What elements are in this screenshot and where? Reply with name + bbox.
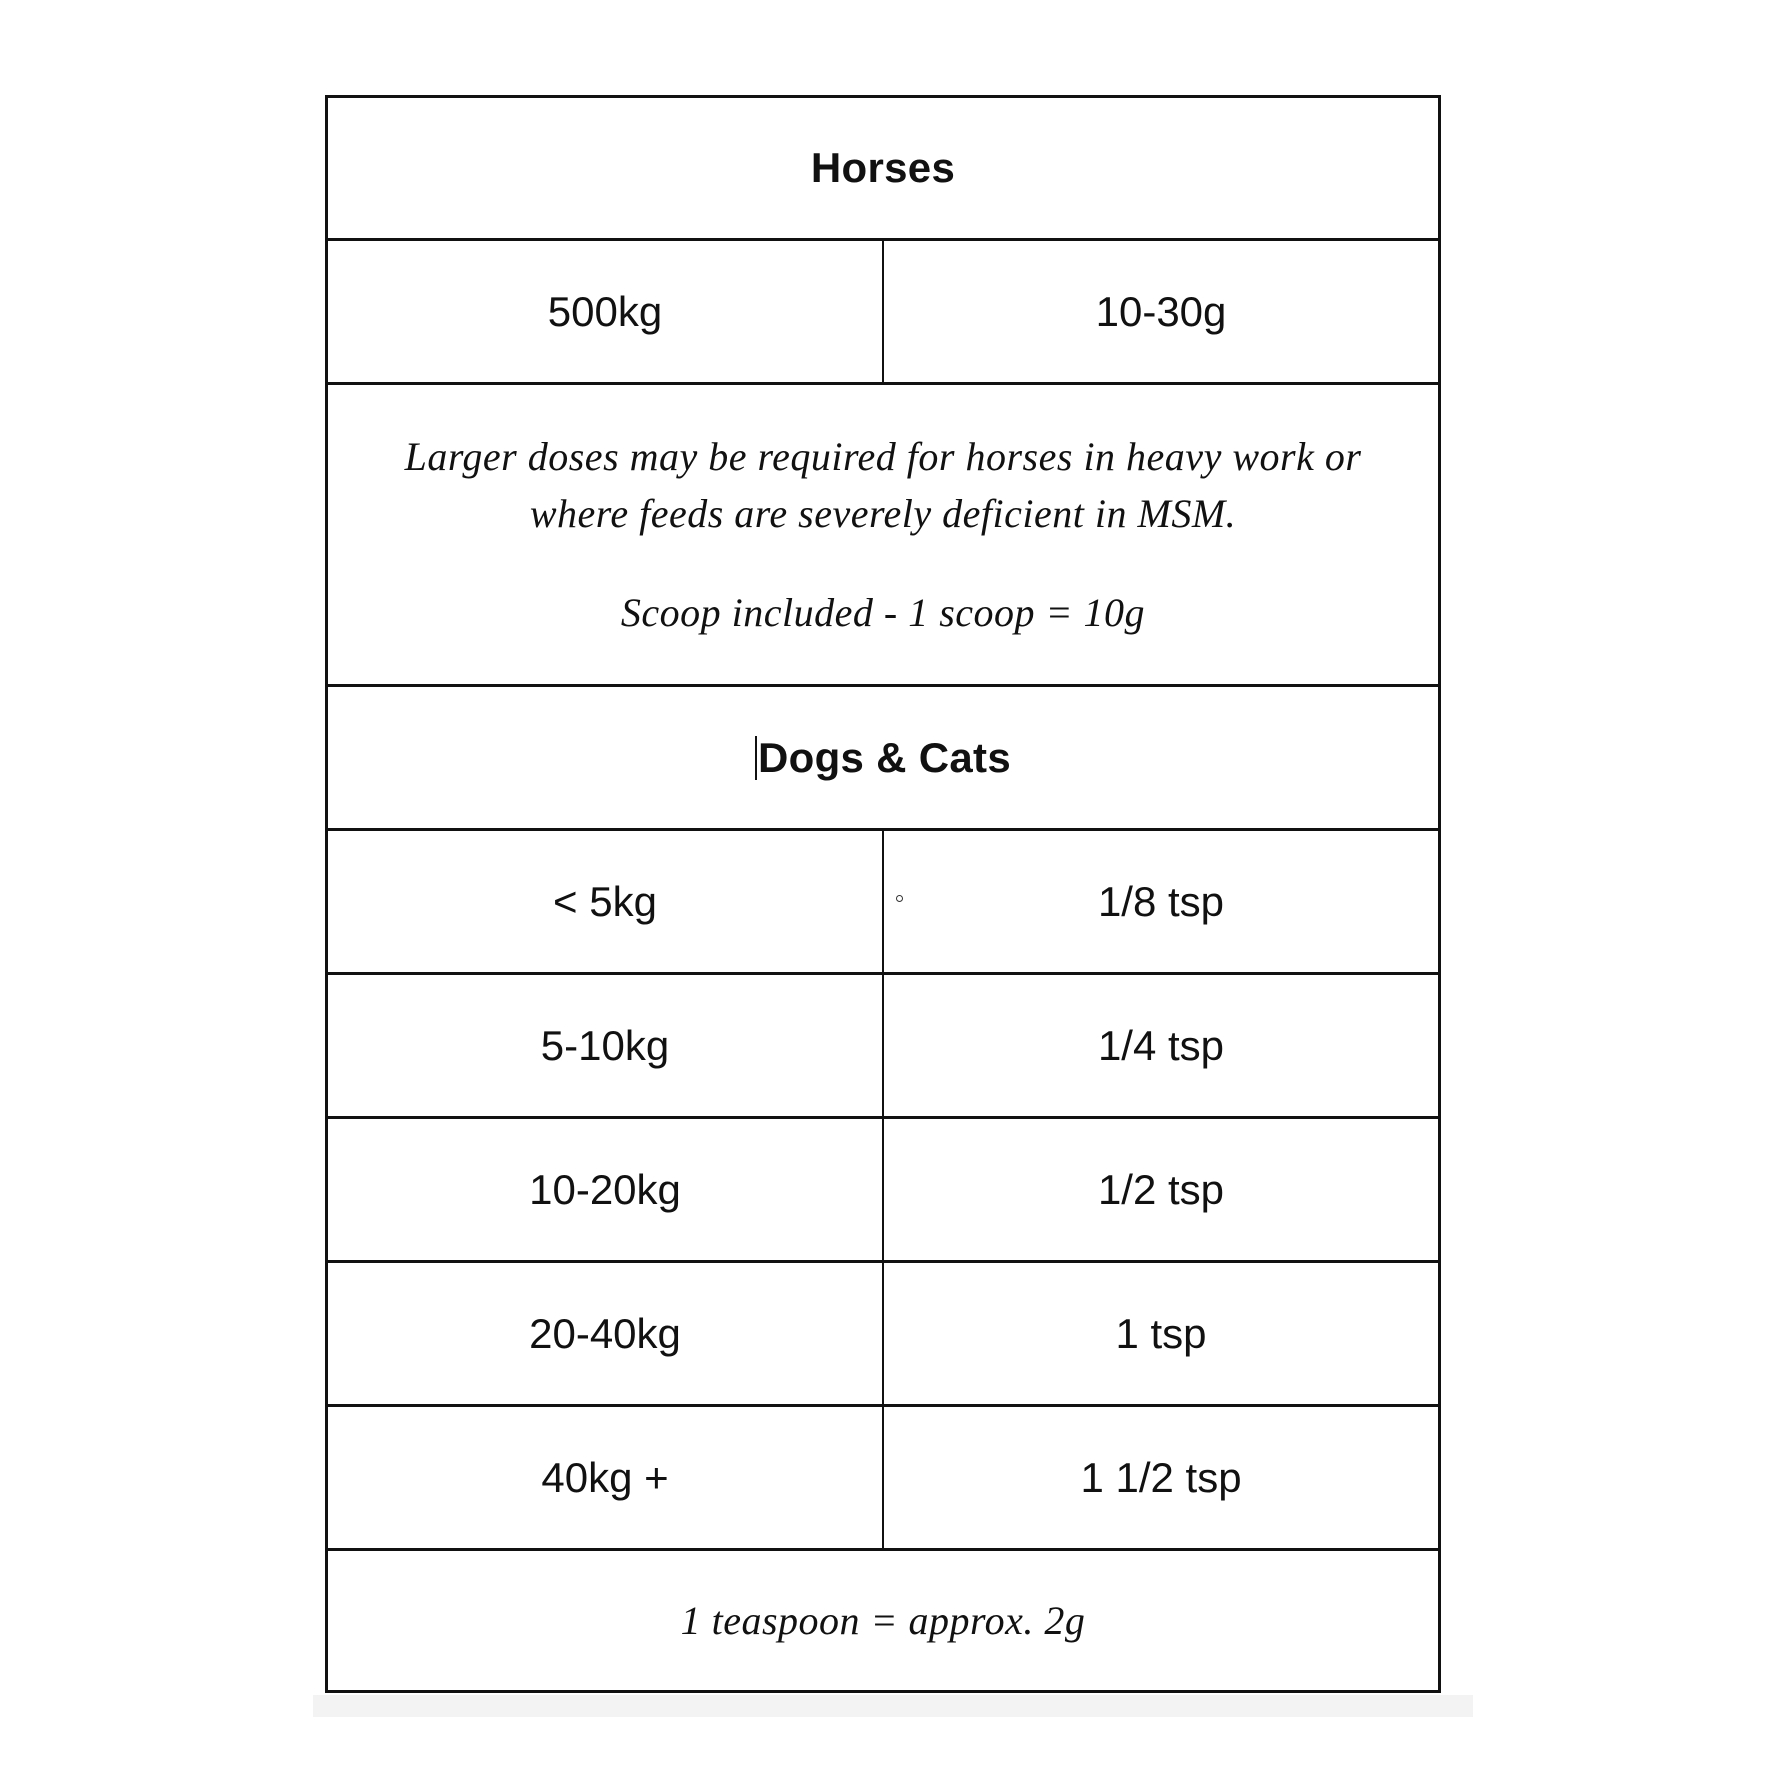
horses-heading: Horses — [810, 144, 956, 191]
dose-cell — [884, 1407, 1438, 1548]
weight-cell — [328, 1119, 884, 1260]
horses-note-line-1: Larger doses may be required for horses in heavy work or — [404, 434, 1362, 479]
dose-cell — [884, 1263, 1438, 1404]
weight-cell — [328, 975, 884, 1116]
pet-weight: 40kg + — [541, 1453, 669, 1501]
horses-note — [405, 428, 1362, 641]
horses-note-cell — [328, 385, 1438, 684]
dose-cell — [884, 1119, 1438, 1260]
weight-cell — [328, 1263, 884, 1404]
small-dot-mark — [896, 895, 903, 902]
pet-dose: 1/8 tsp — [1097, 877, 1225, 925]
scoop-note: Scoop included - 1 scoop = 10g — [620, 590, 1146, 635]
dosage-table — [325, 95, 1441, 1693]
dose-cell — [884, 975, 1438, 1116]
dogs-cats-heading[interactable] — [755, 734, 1011, 782]
dose-cell — [884, 831, 1438, 972]
table-row — [328, 1407, 1438, 1551]
pet-dose: 1 1/2 tsp — [1080, 1453, 1242, 1501]
teaspoon-footnote: 1 teaspoon = approx. 2g — [680, 1598, 1086, 1643]
table-row — [328, 241, 1438, 385]
footnote-cell — [328, 1551, 1438, 1690]
horse-dose: 10-30g — [1095, 287, 1227, 335]
horse-weight: 500kg — [547, 287, 663, 335]
table-row — [328, 1263, 1438, 1407]
table-row — [328, 1119, 1438, 1263]
footnote-row — [328, 1551, 1438, 1690]
dogs-cats-heading-row — [328, 687, 1438, 831]
pet-weight: 20-40kg — [529, 1309, 681, 1357]
weight-cell — [328, 831, 884, 972]
weight-cell — [328, 1407, 884, 1548]
table-row — [328, 975, 1438, 1119]
dogs-cats-heading-cell[interactable] — [328, 687, 1438, 828]
horses-note-line-2: where feeds are severely deficient in MSM. — [529, 491, 1237, 536]
pet-weight: < 5kg — [553, 877, 657, 925]
horses-note-row — [328, 385, 1438, 687]
horses-heading-cell — [328, 98, 1438, 238]
pet-dose: 1 tsp — [1115, 1309, 1207, 1357]
page-bottom-edge — [313, 1695, 1473, 1717]
dogs-cats-heading-text: Dogs & Cats — [757, 733, 1011, 781]
pet-weight: 5-10kg — [540, 1021, 670, 1069]
pet-dose: 1/2 tsp — [1097, 1165, 1225, 1213]
pet-dose: 1/4 tsp — [1097, 1021, 1225, 1069]
text-cursor — [755, 736, 757, 780]
pet-weight: 10-20kg — [529, 1165, 681, 1213]
table-row — [328, 831, 1438, 975]
dose-cell — [884, 241, 1438, 382]
weight-cell — [328, 241, 884, 382]
horses-heading-row — [328, 98, 1438, 241]
